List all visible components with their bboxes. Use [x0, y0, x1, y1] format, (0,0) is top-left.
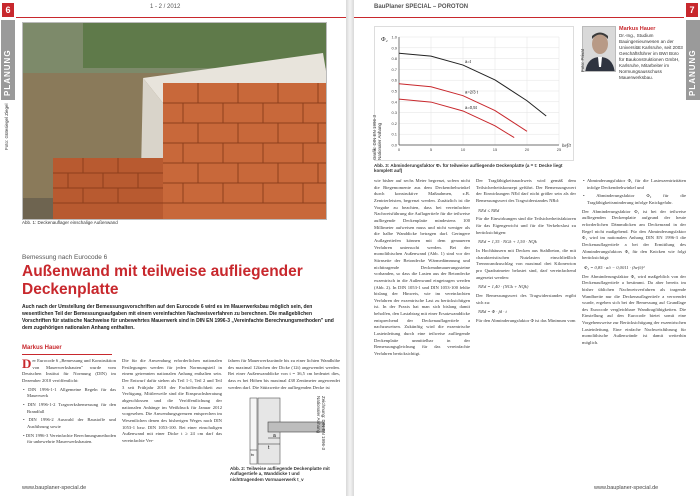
author-bio: [619, 26, 683, 81]
left-page: [0, 0, 346, 496]
headline: [22, 263, 342, 299]
headline-line-1: Außenwand mit teilweise aufliegender: [22, 263, 303, 280]
y-tick-label: 1.0: [391, 34, 397, 40]
svg-text:t: t: [268, 445, 270, 451]
formula-3: NEd = 1,40 · (NGk + NQk): [478, 284, 529, 290]
brick-wall-illustration: [23, 23, 327, 220]
x-tick-label: 20: [524, 147, 530, 152]
series-line: [399, 99, 514, 137]
y-tick-label: 0.4: [391, 99, 397, 105]
bullet-text: DIN 1996-1-1 Allgemeine Regeln für das Mauerwerk: [27, 386, 116, 399]
bullet-item: • Abminderungsfaktor Φ₁ für die Lastexzentrizitäten infolge Deckendrehwinkel und: [583, 178, 686, 190]
column-b-text-3: In Hochhäusern mit Decken aus Stahlbeton, die mit charakteristischen Nutzlasten einschließlich Trennwandzuschlag von maximal drei Kilonewton pro Quadratmeter belastet sind, darf vereinfachend angesetzt werden:: [476, 247, 576, 280]
column-b-intro: Der Tragfähigkeitsnachweis wird gemäß dem Teilsicherheitskonzept geführt. Der Bemessungswert der Einwirkungen NEd darf nicht größer sein als der Bemessungswert des Tragwiderstandes NRd:: [476, 178, 576, 203]
section-tab-label: PLANUNG: [3, 49, 12, 96]
column-1: [22, 358, 116, 483]
column-a-text: wie bisher auf sechs Meter begrenzt, sofern nicht die Biegemomente aus dem Deckendrehwinkel durch konstruktive Maßnahmen, z.B. Zentrierleisten, begrenzt werden. Zusätzlich ist die Vorgabe zu beachten, dass bei vereinfachter Nachweisführung die Auflagertiefe für die teilweise aufliegende Deckenplatte mindestens 100 Millimeter aufweisen muss und nicht weniger als die halbe Wanddicke betragen darf. Geringere Auflagertiefen können mit dem genaueren Verfahren untersucht werden. Bei der monolithischen Außenwand (Abb. 1) sind vor der Stirnseite der Betondecke Wärmedämmung und nichttragende Deckenabmauerungssteine vorhanden, so dass die Lasten aus der Betondecke exzentrisch in die Außenwand eingetragen werden (Abb. 2). In DIN 1053-1 und DIN 1053-100 fehlte bislang der Hinweis, wie im vereinfachten Verfahren der exzentrische Last zu berücksichtigen ist. In der Praxis hat man sich bislang damit beholfen, den Lastabtrag mit einer Ersatzwanddicke entsprechend der Deckenauflagertiefe a nachzuweisen. Zukünftig wird die exzentrische Lasteinleitung durch eine teilweise aufliegende Deckenplatte unmittelbar in der Bemessungsgleichung für das vereinfachte Verfahren berücksichtigt.: [374, 178, 470, 357]
headline-line-2: Deckenplatte: [22, 280, 119, 298]
right-page: [354, 0, 700, 496]
header-rule: [16, 17, 346, 18]
formula-2: NEd = 1,35 · NGk + 1,50 · NQk: [478, 239, 537, 245]
column-3: [228, 358, 340, 394]
column-c-text-1: Der Abminderungsfaktor Φ₁ ist bei der teilweise aufliegenden Deckenplatte aufgrund der heute erforderlichen Dämmdicken am Deckenrand in der Regel nicht maßgebend. Für den Abminderungsfaktor Φ₁ wird im nationalen Anhang DIN EN 1996-3 die Deckenauflagertiefe a bei der Ermittlung des Abminderungsfaktors Φ₁ für den Knicken wie folgt berücksichtigt:: [582, 208, 686, 261]
header-rule: [354, 17, 684, 18]
column-2: [122, 358, 222, 483]
column-b-text-5: Für den Abminderungsfaktor Φ ist das Minimum vom: [476, 317, 576, 323]
column-2-text: Die für die Anwendung erforderlichen nationalen Festlegungen werden für jeden Normungsteil in einem getrennten nationalen Anhang enthalten sein. Der Entwurf dafür stehen als Teil 1-1, Teil 2 und Teil 3 seit Frühjahr 2010 der Fachöffentlichkeit zur Verfügung. Mittlerweile sind die Einspruchsberatung abgeschlossen und die Veröffentlichung der nationalen Anhänge im Weißdruck für Januar 2012 vorgesehen. Die Anwendungsgrenzen entsprechen im Wesentlichen denen des bisherigen Weges nach DIN 1053-1 bzw. DIN 1053-100. Bei einer einschaligen Außenwand mit einer Dicke t ≥ 24 cm darf das vereinfachte Ver-: [122, 358, 222, 443]
y-tick-label: 0.0: [391, 142, 397, 148]
dropcap: D: [22, 358, 32, 371]
series-label: a=2/3 t: [465, 89, 478, 95]
header-issue: 1 - 2 / 2012: [150, 4, 181, 10]
bio-name: Markus Hauer: [619, 26, 656, 32]
svg-text:tv: tv: [251, 452, 255, 457]
y-tick-label: 0.2: [391, 120, 397, 126]
y-tick-label: 0.9: [391, 45, 397, 51]
author-rule: [22, 354, 112, 355]
x-tick-label: 25: [556, 147, 562, 152]
lead-paragraph: Auch nach der Umstellung der Bemessungsvorschriften auf den Eurocode 6 wird es im Mauerwerksbau möglich sein, den wesentlichen Teil der Bemessungsaufgaben mit einem vereinfachten Nachweisverfahren zu berechnen. Die maßgeblichen Vorschriften für statische Nachweise für unbewehrtes Mauerwerk sind in DIN EN 1996-3 „Vereinfachte Berechnungsmethoden" und dem zugehörigen nationalen Anhang enthalten.: [22, 304, 334, 331]
wall-detail-figure: [230, 394, 326, 466]
x-tick-label: 0: [397, 147, 401, 152]
y-axis-label: Φ₂: [381, 37, 388, 43]
bullet-item: • DIN 1996-1-1 Allgemeine Regeln für das Mauerwerk: [23, 386, 116, 399]
phi-chart: [375, 27, 575, 162]
figure-2-source: Zeichnung: DIN EN 1996-3 Nationaler Anhang: [315, 396, 326, 451]
formula-1: NEd ≤ NRd: [478, 207, 500, 213]
column-3-text: fahren für Mauerwerkswände bis zu einer lichten Wandhöhe des maximal 12fachen der Dicke (12t) angewendet werden. Bei einer Außenwanddicke von t = 36,5 cm bedeutet dies, dass es bei Höhen bis maximal 438 Zentimeter angewendet werden darf. Die Stützweite der aufliegenden Decke ist: [228, 358, 340, 390]
section-tab-label: PLANUNG: [688, 49, 697, 96]
y-tick-label: 0.1: [391, 131, 397, 137]
portrait-credit: Foto: Privat: [580, 48, 585, 72]
brick-wall-photo: [22, 22, 327, 220]
svg-text:a: a: [273, 433, 276, 439]
bio-text: Dr.-Ing., Studium Bauingenieurwesen an der Universität Karlsruhe, seit 2003 Geschäftsführer im BWI Büro für Baukonstruktionen GmbH, Karlsruhe, Mitarbeiter im Normungsausschuss Mauerwerksbau.: [619, 33, 683, 80]
bullet-text: Abminderungsfaktor Φ₁ für die Lastexzentrizitäten infolge Deckendrehwinkel und: [586, 178, 686, 190]
footer-url[interactable]: www.bauplaner-special.de: [594, 485, 659, 491]
series-label: a=0,5t: [465, 104, 477, 110]
header-title: BauPlaner SPECIAL – POROTON: [374, 4, 469, 10]
y-tick-label: 0.8: [391, 56, 397, 62]
bullet-item: • DIN 1996-3 Vereinfachte Berechnungsmethoden für unbewehrte Mauerwerksbauten.: [23, 432, 116, 445]
bullet-item: • DIN 1996-1-2 Tragwerksbemessung für den Brandfall: [23, 401, 116, 414]
x-tick-label: 15: [492, 147, 498, 152]
bullet-text: DIN 1996-1-2 Tragwerksbemessung für den Brandfall: [27, 401, 116, 414]
author-name: Markus Hauer: [22, 345, 62, 351]
bullet-item: • DIN 1996-2 Auswahl der Baustoffe und Ausführung sowie: [23, 417, 116, 429]
formula-phi: Φ₂ = 0,85 · a/t − 0,0011 · (hef/t)²: [584, 264, 645, 270]
chart-caption: Abb. 3: Abminderungsfaktor Φ₁ für teilweise aufliegende Deckenplatte (a = t: Decke liegt komplett auf): [374, 163, 563, 174]
photo-credit: Foto: Gütesiegel Ziegel: [4, 103, 9, 150]
chart-source: Grafik: DIN EN 1996-3 Nationaler Anhang: [372, 114, 383, 160]
page-number: 7: [686, 3, 698, 17]
bullet-text: DIN 1996-2 Auswahl der Baustoffe und Ausführung sowie: [27, 417, 116, 429]
column-c-text-2: Der Abminderungsfaktor Φ₁ wird maßgeblich von der Deckenauflagertiefe a bestimmt. Da aber bereits im bisher üblichen Nachweisverfahren als tragende Wandbreite nur die Deckenauflagertiefe a verwendet wurde, ergeben sich bei der Bemessung auf Grundlage des Eurocode vergleichbare Wandtragfähigkeiten. Die Einstellung auf den Eurocode bietet somit eine Vorgehensweise zur Berücksichtigung der exzentrischen Lasteinleitung. Eine einfache Nachweisführung für monolithische Außenwände ist damit weiterhin möglich.: [582, 273, 686, 346]
y-tick-label: 0.3: [391, 110, 397, 116]
y-tick-label: 0.5: [391, 88, 397, 94]
section-tab: [1, 20, 15, 100]
photo-caption: Abb. 1: Deckenauflager einschalige Außenwand: [22, 220, 118, 225]
x-tick-label: 10: [460, 147, 466, 152]
x-tick-label: 5: [429, 147, 433, 152]
series-label: a=t: [465, 59, 471, 65]
column-a: [374, 178, 470, 478]
chart-frame: [374, 26, 574, 161]
bullet-text: Abminderungsfaktor Φ₂ für die Tragfähigkeitsminderung infolge Knickgefahr.: [587, 193, 686, 205]
page-gutter: [346, 0, 354, 496]
figure-2-caption: Abb. 2: Teilweise aufliegende Deckenplatte mit Auflagertiefe a, Wanddicke t und nichttragendem Vormauerwerk t_v: [230, 466, 330, 482]
column-b: [476, 178, 576, 478]
kicker: Bemessung nach Eurocode 6: [22, 254, 108, 261]
y-tick-label: 0.7: [391, 66, 397, 72]
formula-4: NRd = Φ · fd · t: [478, 309, 507, 315]
page-number: 6: [2, 3, 14, 17]
bullet-item: • Abminderungsfaktor Φ₂ für die Tragfähigkeitsminderung infolge Knickgefahr.: [583, 193, 686, 205]
portrait-illustration: [583, 27, 616, 72]
column-b-text-4: Der Bemessungswert des Tragwiderstandes ergibt sich zu:: [476, 292, 576, 305]
footer-url[interactable]: www.bauplaner-special.de: [22, 485, 87, 491]
wall-detail-drawing: [230, 394, 326, 466]
column-c: [582, 178, 686, 478]
column-b-text-2: Für die Einwirkungen sind die Teilsicherheitsfaktoren für das Eigengewicht und für die Verkehrslast zu berücksichtigen:: [476, 216, 576, 235]
author-portrait: [582, 26, 616, 72]
bullet-text: DIN 1996-3 Vereinfachte Berechnungsmethoden für unbewehrte Mauerwerksbauten.: [25, 432, 116, 445]
x-axis-label: hef/t: [562, 144, 571, 149]
section-tab: [686, 20, 700, 100]
column-1-intro: er Eurocode 6 „Bemessung und Konstruktion von Mauerwerksbauten" wurde vom Deutschen Institut für Normung (DIN) im Dezember 2010 veröffentlicht:: [22, 358, 116, 383]
y-tick-label: 0.6: [391, 77, 397, 83]
